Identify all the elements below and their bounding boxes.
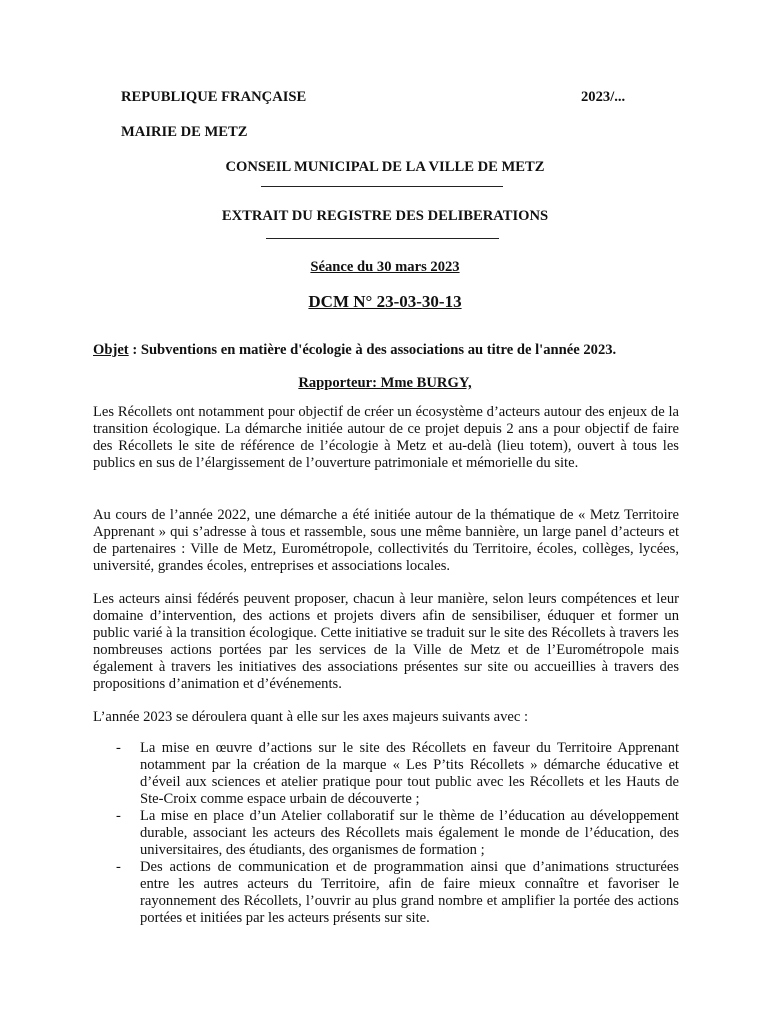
list-item: [93, 808, 679, 859]
bullet-dash: -: [116, 740, 121, 756]
paragraph-4: L’année 2023 se déroulera quant à elle sur les axes majeurs suivants avec :: [93, 709, 529, 725]
list-item: [93, 859, 679, 927]
divider-line: [266, 238, 499, 239]
conseil-heading: CONSEIL MUNICIPAL DE LA VILLE DE METZ: [225, 159, 545, 175]
objet-text: : Subventions en matière d'écologie à des associations au titre de l'année 2023.: [128, 342, 617, 358]
paragraph-2: Au cours de l’année 2022, une démarche a été initiée autour de la thématique de « Metz Territoire Apprenant » qui s’adresse à tous et rassemble, sous une même bannière, un large panel d’acteurs et de partenaires : Ville de Metz, Eurométropole, collectivités du Territoire, écoles, collèges, lycées, université, grandes écoles, entreprises et associations locales.: [93, 507, 679, 574]
objet-label: Objet: [93, 342, 129, 358]
divider-line: [261, 186, 503, 187]
axes-list: [93, 740, 679, 927]
rapporteur: Rapporteur: Mme BURGY,: [298, 375, 472, 391]
extrait-heading: EXTRAIT DU REGISTRE DES DELIBERATIONS: [221, 208, 549, 224]
bullet-dash: -: [116, 808, 121, 824]
list-item-text: Des actions de communication et de programmation ainsi que d’animations structurées entre les autres acteurs du Territoire, afin de faire mieux connaître et favoriser le rayonnement des Récollets, l’ouvrir au plus grand nombre et amplifier la portée des actions portées et initiées par les acteurs présents sur site.: [140, 859, 679, 926]
mairie-heading: MAIRIE DE METZ: [121, 124, 248, 140]
seance-date: Séance du 30 mars 2023: [310, 259, 460, 275]
list-item: [93, 740, 679, 808]
objet-line: [93, 342, 693, 359]
paragraph-3: Les acteurs ainsi fédérés peuvent proposer, chacun à leur manière, selon leurs compétences et leur domaine d’intervention, des actions et projets divers afin de sensibiliser, éduquer et former un public varié à la transition écologique. Cette initiative se traduit sur le site des Récollets à travers les nombreuses actions portées par les services de la Ville de Metz et de l’Eurométropole mais également à travers les initiatives des associations présentes sur site ou accueillies à travers des propositions d’animation et d’événements.: [93, 591, 679, 692]
bullet-dash: -: [116, 859, 121, 875]
list-item-text: La mise en place d’un Atelier collaboratif sur le thème de l’éducation au développement durable, associant les acteurs des Récollets mais également le monde de l’éducation, des universitaires, des étudiants, des organismes de formation ;: [140, 808, 679, 858]
list-item-text: La mise en œuvre d’actions sur le site des Récollets en faveur du Territoire Apprenant notamment par la création de la marque « Les P’tits Récollets » démarche éducative et d’éveil aux sciences et atelier pratique pour tout public avec les Récollets et les Hauts de Ste-Croix comme espace urbain de découverte ;: [140, 740, 679, 807]
paragraph-1: Les Récollets ont notamment pour objectif de créer un écosystème d’acteurs autour des enjeux de la transition écologique. La démarche initiée autour de ce projet depuis 2 ans a pour objectif de faire des Récollets le site de référence de l’écologie à Metz et au-delà (lieu totem), ouvert à tous les publics en sus de l’élargissement de l’ouverture patrimoniale et mémorielle du site.: [93, 404, 679, 471]
reference-number: 2023/...: [581, 89, 626, 105]
republique-heading: REPUBLIQUE FRANÇAISE: [121, 89, 307, 105]
dcm-number: DCM N° 23-03-30-13: [308, 292, 462, 311]
